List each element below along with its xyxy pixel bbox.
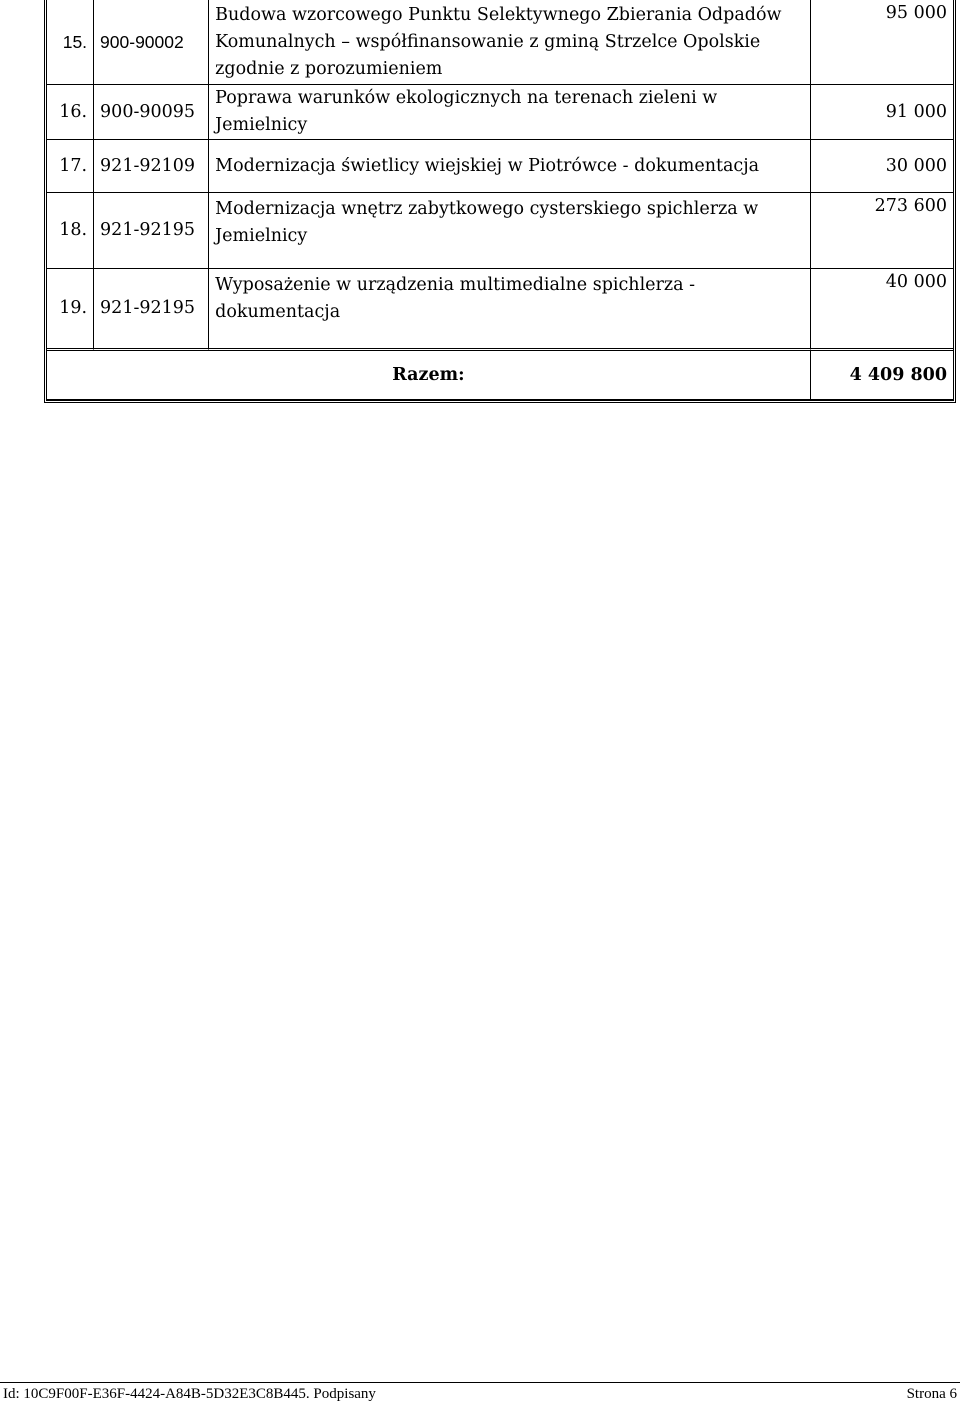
page-footer xyxy=(0,1382,960,1403)
row-classification: 900-90095 xyxy=(94,85,209,140)
total-label: Razem: xyxy=(47,351,811,400)
investment-table xyxy=(44,0,956,403)
row-amount: 40 000 xyxy=(811,269,953,351)
row-amount: 273 600 xyxy=(811,193,953,269)
total-value: 4 409 800 xyxy=(811,351,953,400)
row-number: 17. xyxy=(47,140,94,193)
total-row xyxy=(47,351,953,400)
row-classification: 921-92109 xyxy=(94,140,209,193)
row-description: Poprawa warunków ekologicznych na terenach zieleni w Jemielnicy xyxy=(209,85,811,140)
row-amount: 91 000 xyxy=(811,85,953,140)
page-number: Strona 6 xyxy=(906,1386,957,1402)
row-number: 15. xyxy=(47,0,94,85)
row-number: 18. xyxy=(47,193,94,269)
table-row xyxy=(47,193,953,269)
row-description: Modernizacja świetlicy wiejskiej w Piotrówce - dokumentacja xyxy=(209,140,811,193)
row-classification: 921-92195 xyxy=(94,269,209,351)
table-row xyxy=(47,140,953,193)
row-amount: 95 000 xyxy=(811,0,953,85)
table-row xyxy=(47,269,953,351)
row-description: Budowa wzorcowego Punktu Selektywnego Zbierania Odpadów Komunalnych – współfinansowanie z gminą Strzelce Opolskie zgodnie z porozumieniem xyxy=(209,0,811,85)
row-description: Modernizacja wnętrz zabytkowego cysterskiego spichlerza w Jemielnicy xyxy=(209,193,811,269)
row-classification: 900-90002 xyxy=(94,0,209,85)
row-number: 19. xyxy=(47,269,94,351)
table-row xyxy=(47,0,953,85)
document-id: Id: 10C9F00F-E36F-4424-A84B-5D32E3C8B445. Podpisany xyxy=(3,1386,376,1402)
table-row xyxy=(47,85,953,140)
row-classification: 921-92195 xyxy=(94,193,209,269)
row-amount: 30 000 xyxy=(811,140,953,193)
row-description: Wyposażenie w urządzenia multimedialne spichlerza - dokumentacja xyxy=(209,269,811,351)
row-number: 16. xyxy=(47,85,94,140)
